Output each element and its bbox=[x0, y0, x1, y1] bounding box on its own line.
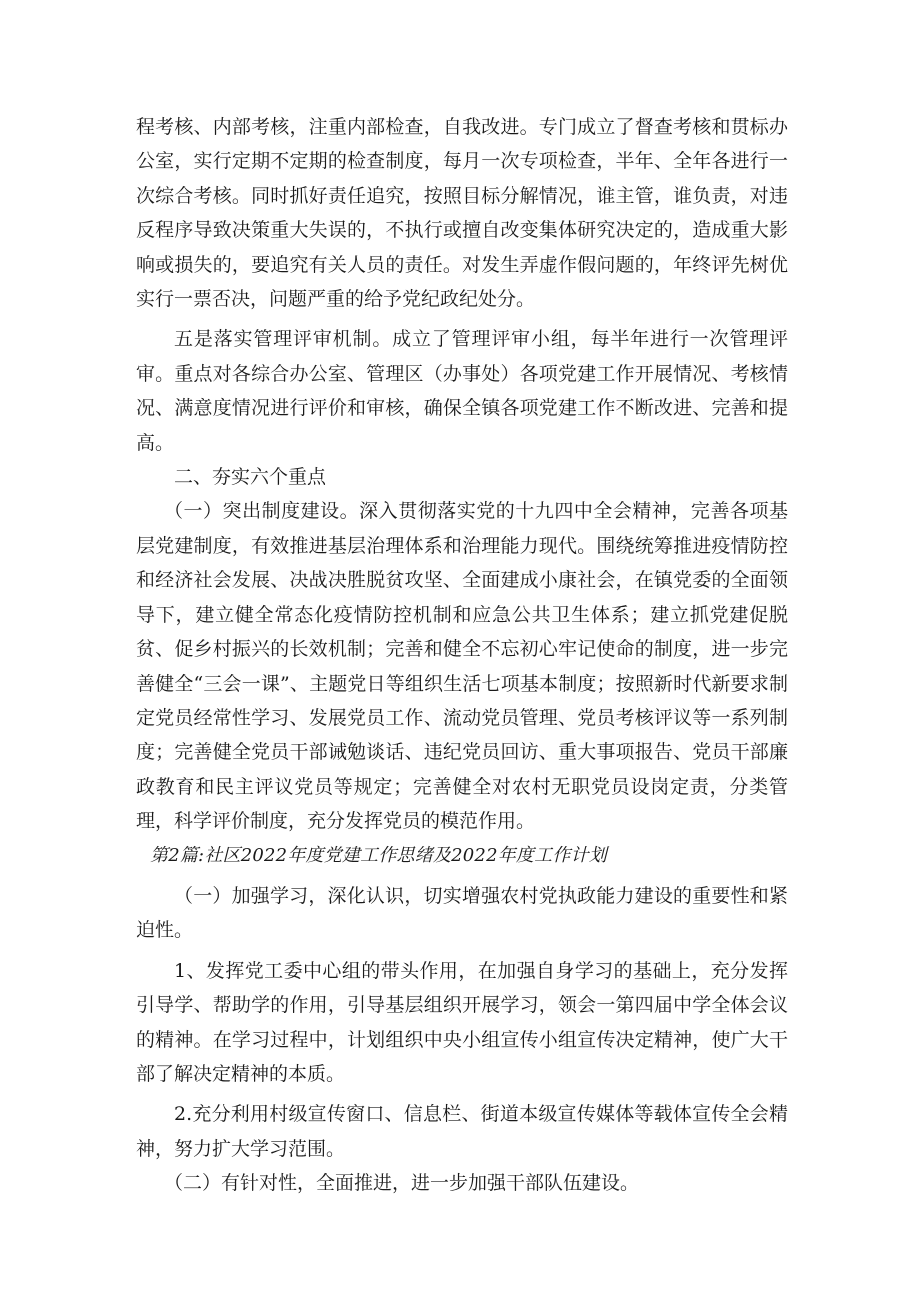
paragraph-management-review: 五是落实管理评审机制。成立了管理评审小组，每半年进行一次管理评审。重点对各综合办公室、管理区（办事处）各项党建工作开展情况、考核情况、满意度情况进行评价和审核，确保全镇各项党建工作不断改进、完善和提高。 bbox=[136, 328, 788, 454]
document-body bbox=[136, 110, 788, 1201]
paragraph-cadre-team: （二）有针对性，全面推进，进一步加强干部队伍建设。 bbox=[164, 1172, 640, 1195]
paragraph-core-group: 1、发挥党工委中心组的带头作用，在加强自身学习的基础上，充分发挥引导学、帮助学的作用，引导基层组织开展学习，领会一第四届中学全体会议的精神。在学习过程中，计划组织中央小组宣传小组宣传决定精神，使广大干部了解决定精神的本质。 bbox=[136, 959, 788, 1085]
section-heading: 二、夯实六个重点 bbox=[174, 466, 327, 489]
paragraph-assessment: 程考核、内部考核，注重内部检查，自我改进。专门成立了督查考核和贯标办公室，实行定期不定期的检查制度，每月一次专项检查，半年、全年各进行一次综合考核。同时抓好责任追究，按照目标分解情况，谁主管，谁负责，对违反程序导致决策重大失误的，不执行或擅自改变集体研究决定的，造成重大影响或损失的，要追究有关人员的责任。对发生弄虚作假问题的，年终评先树优实行一票否决，问题严重的给予党纪政纪处分。 bbox=[136, 116, 788, 311]
paragraph-publicity: 2.充分利用村级宣传窗口、信息栏、街道本级宣传媒体等载体宣传全会精神，努力扩大学习范围。 bbox=[136, 1103, 788, 1160]
paragraph-system-building: （一）突出制度建设。深入贯彻落实党的十九四中全会精神，完善各项基层党建制度，有效推进基层治理体系和治理能力现代。围绕统筹推进疫情防控和经济社会发展、决战决胜脱贫攻坚、全面建成小康社会，在镇党委的全面领导下，建立健全常态化疫情防控机制和应急公共卫生体系；建立抓党建促脱贫、促乡村振兴的长效机制；完善和健全不忘初心牢记使命的制度，进一步完善健全“三会一课”、主题党日等组织生活七项基本制度；按照新时代新要求制定党员经常性学习、发展党员工作、流动党员管理、党员考核评议等一系列制度；完善健全党员干部诫勉谈话、违纪党员回访、重大事项报告、党员干部廉政教育和民主评议党员等规定；完善健全对农村无职党员设岗定责，分类管理，科学评价制度，充分发挥党员的模范作用。 bbox=[136, 500, 788, 833]
paragraph-strengthen-learning: （一）加强学习，深化认识，切实增强农村党执政能力建设的重要性和紧迫性。 bbox=[136, 884, 788, 942]
article-title: 第2篇:社区2022年度党建工作思绪及2022年度工作计划 bbox=[150, 844, 607, 866]
